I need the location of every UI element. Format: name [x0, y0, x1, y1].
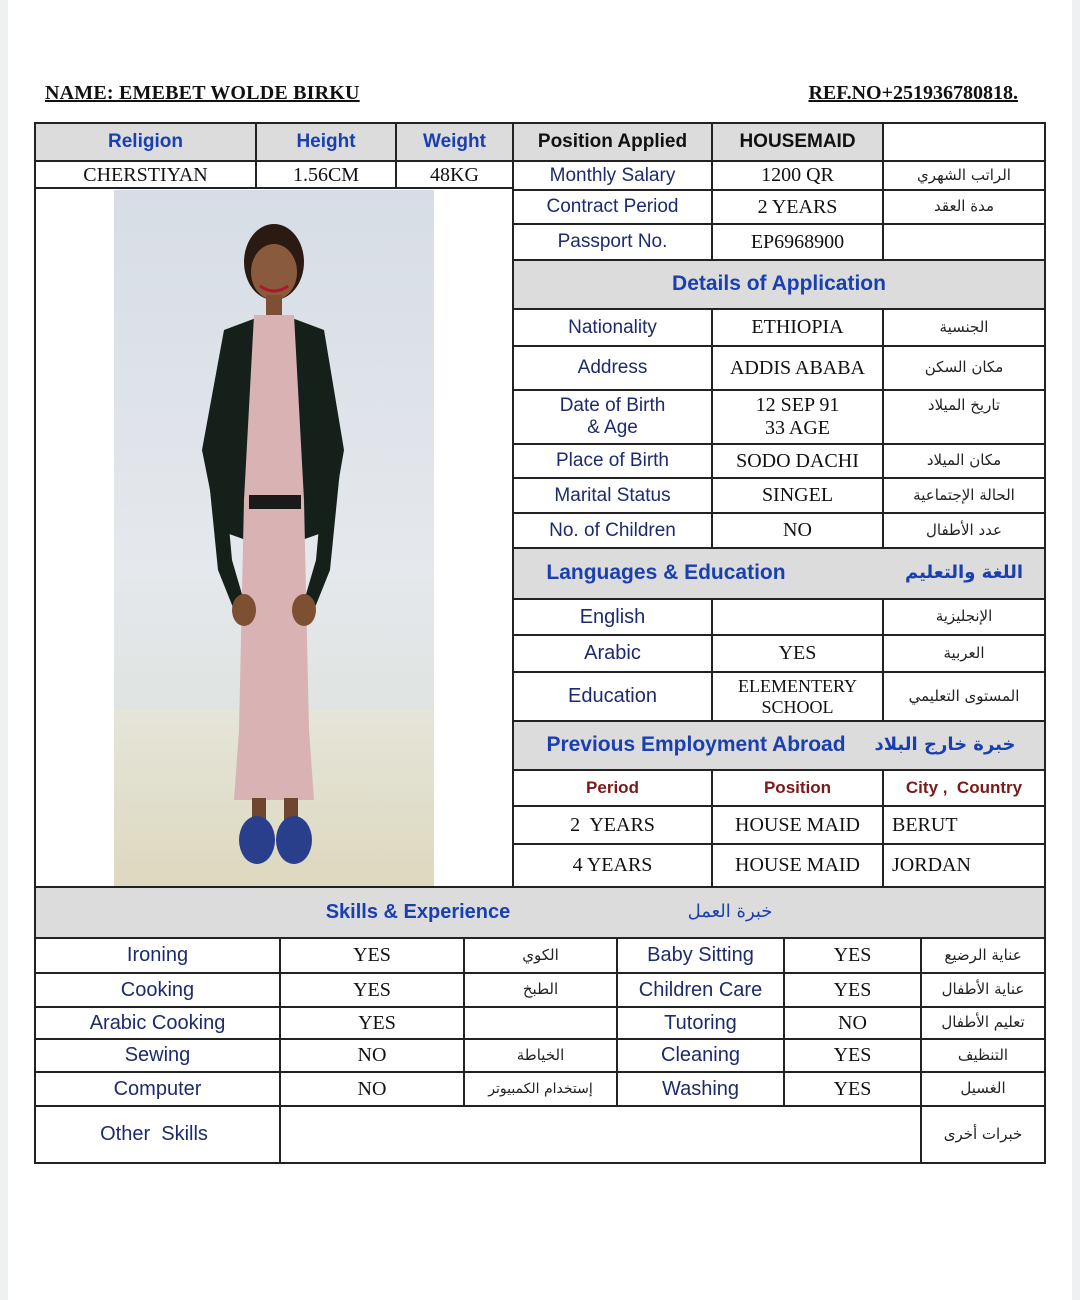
- weight-value: 48KG: [430, 163, 479, 186]
- education-value-line2: SCHOOL: [761, 696, 834, 717]
- reference-number: REF.NO+251936780818.: [808, 82, 1018, 104]
- skill-sewing-arabic: الخياطة: [516, 1045, 565, 1064]
- skill-ironing-arabic: الكوي: [522, 945, 559, 964]
- skill-baby-sitting-arabic: عناية الرضيع: [944, 945, 1022, 964]
- other-skills-label: Other Skills: [100, 1123, 208, 1145]
- children-value: NO: [783, 519, 812, 541]
- education-value: [713, 673, 882, 720]
- religion-header: Religion: [108, 131, 183, 153]
- education-value-line1: ELEMENTERY: [738, 675, 857, 696]
- skill-sewing-value: NO: [357, 1044, 387, 1066]
- arabic-arabic: العربية: [943, 643, 985, 662]
- city-country-header: City , Country: [905, 778, 1023, 798]
- religion-value: CHERSTIYAN: [83, 163, 208, 186]
- dob-label: [514, 391, 711, 443]
- skill-baby-sitting-value: YES: [833, 944, 872, 966]
- skill-tutoring-arabic: تعليم الأطفال: [941, 1013, 1025, 1032]
- education-arabic: المستوى التعليمي: [908, 686, 1020, 705]
- salary-value: 1200 QR: [761, 164, 834, 186]
- children-label: No. of Children: [549, 519, 676, 541]
- salary-arabic: الراتب الشهري: [917, 165, 1011, 184]
- employment-position-1: HOUSE MAID: [735, 813, 860, 836]
- skill-ironing: Ironing: [126, 944, 189, 966]
- skill-children-care-arabic: عناية الأطفال: [941, 980, 1025, 999]
- skill-cooking-arabic: الطبخ: [522, 980, 559, 999]
- contract-label: Contract Period: [546, 196, 679, 218]
- skill-arabic-cooking-value: YES: [358, 1011, 396, 1034]
- english-label: English: [579, 605, 646, 628]
- skill-computer-value: NO: [357, 1077, 387, 1100]
- weight-header: Weight: [423, 131, 486, 153]
- dob-value-line2: 33 AGE: [765, 417, 830, 439]
- position-applied-header: Position Applied: [537, 131, 688, 153]
- skill-ironing-value: YES: [353, 944, 391, 966]
- dob-label-line1: Date of Birth: [559, 395, 666, 417]
- details-title: Details of Application: [672, 272, 886, 296]
- languages-title-arabic: اللغة والتعليم: [904, 562, 1024, 584]
- contract-value: 2 YEARS: [757, 195, 838, 218]
- dob-value: [713, 391, 882, 443]
- dob-label-line2: & Age: [587, 417, 638, 438]
- nationality-arabic: الجنسية: [939, 317, 989, 336]
- marital-arabic: الحالة الإجتماعية: [913, 485, 1015, 504]
- arabic-label: Arabic: [584, 642, 641, 664]
- education-label: Education: [568, 685, 657, 707]
- address-value: ADDIS ABABA: [729, 356, 866, 379]
- employment-city-1: BERUT: [892, 813, 958, 836]
- skill-sewing: Sewing: [124, 1044, 191, 1066]
- skill-cooking: Cooking: [120, 978, 195, 1001]
- employment-period-2: 4 YEARS: [572, 854, 653, 876]
- skill-tutoring-value: NO: [838, 1011, 867, 1034]
- address-arabic: مكان السكن: [924, 358, 1004, 377]
- skill-washing: Washing: [661, 1077, 740, 1100]
- employment-title: Previous Employment Abroad: [546, 733, 846, 757]
- address-label: Address: [577, 357, 648, 379]
- dob-arabic: تاريخ الميلاد: [927, 396, 1001, 415]
- arabic-value: YES: [778, 642, 817, 664]
- children-arabic: عدد الأطفال: [926, 520, 1002, 539]
- employment-period-1: 2 YEARS: [570, 813, 655, 836]
- employment-title-arabic: خبرة خارج البلاد: [874, 734, 1016, 756]
- skill-children-care: Children Care: [638, 978, 763, 1001]
- skills-title-arabic: خبرة العمل: [687, 901, 773, 923]
- skill-arabic-cooking: Arabic Cooking: [89, 1011, 226, 1034]
- skill-cleaning: Cleaning: [661, 1044, 740, 1066]
- skill-children-care-value: YES: [833, 978, 872, 1001]
- skill-computer-arabic: إستخدام الكمبيوتر: [488, 1080, 593, 1097]
- skill-baby-sitting: Baby Sitting: [647, 944, 754, 966]
- skills-title: Skills & Experience: [325, 901, 511, 923]
- skill-cleaning-value: YES: [833, 1044, 872, 1066]
- skill-washing-arabic: الغسيل: [960, 1079, 1006, 1098]
- candidate-photo: [114, 190, 434, 886]
- skill-washing-value: YES: [833, 1077, 872, 1100]
- dob-value-line1: 12 SEP 91: [755, 394, 840, 416]
- languages-title: Languages & Education: [546, 561, 786, 585]
- position-header: Position: [763, 778, 832, 798]
- height-header: Height: [296, 131, 356, 153]
- skill-cleaning-arabic: التنظيف: [957, 1045, 1009, 1064]
- pob-label: Place of Birth: [556, 450, 669, 472]
- english-arabic: الإنجليزية: [935, 607, 993, 626]
- other-skills-arabic: خبرات أخرى: [943, 1124, 1023, 1143]
- marital-label: Marital Status: [554, 484, 671, 506]
- skill-tutoring: Tutoring: [664, 1011, 737, 1034]
- pob-value: SODO DACHI: [736, 449, 859, 472]
- employment-position-2: HOUSE MAID: [735, 854, 860, 876]
- contract-arabic: مدة العقد: [934, 197, 994, 216]
- pob-arabic: مكان الميلاد: [926, 451, 1002, 470]
- candidate-name: NAME: EMEBET WOLDE BIRKU: [45, 82, 360, 104]
- nationality-label: Nationality: [568, 316, 657, 338]
- nationality-value: ETHIOPIA: [751, 316, 844, 338]
- position-value: HOUSEMAID: [739, 131, 856, 153]
- skill-cooking-value: YES: [353, 978, 391, 1001]
- employment-city-2: JORDAN: [892, 854, 971, 876]
- period-header: Period: [586, 778, 639, 798]
- passport-label: Passport No.: [557, 231, 668, 253]
- passport-value: EP6968900: [750, 230, 845, 253]
- marital-value: SINGEL: [761, 484, 834, 506]
- height-value: 1.56CM: [292, 163, 360, 186]
- skill-computer: Computer: [113, 1077, 202, 1100]
- salary-label: Monthly Salary: [549, 164, 676, 186]
